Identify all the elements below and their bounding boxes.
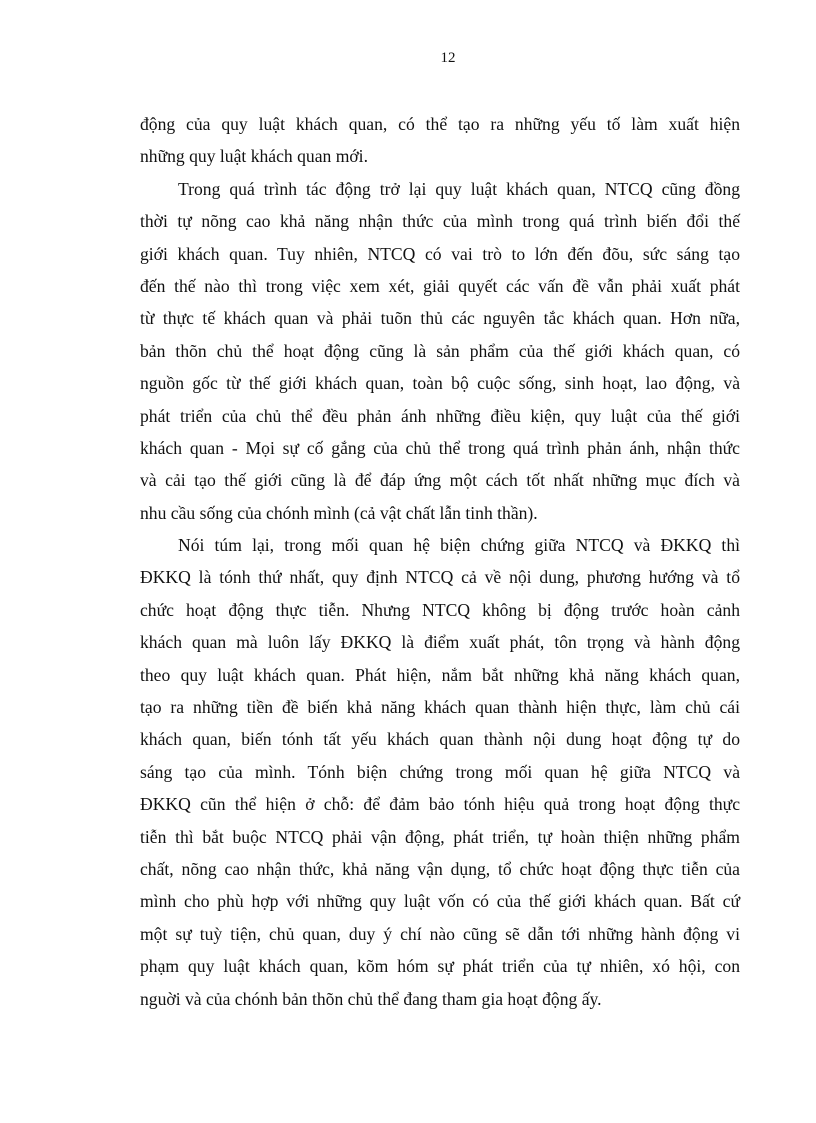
text-line: mình cho phù hợp với những quy luật vốn có của thế giới khách quan. Bất cứ — [140, 891, 740, 912]
text-line: phạm quy luật khách quan, kõm hóm sự phát triển của tự nhiên, xó hội, con — [140, 956, 740, 977]
text-line: nguồn gốc từ thế giới khách quan, toàn bộ cuộc sống, sinh hoạt, lao động, và — [140, 373, 740, 394]
text-line: ĐKKQ là tónh thứ nhất, quy định NTCQ cả về nội dung, phương hướng và tổ — [140, 567, 740, 588]
text-line: Trong quá trình tác động trở lại quy luật khách quan, NTCQ cũng đồng — [178, 178, 740, 199]
text-line: theo quy luật khách quan. Phát hiện, nắm bắt những khả năng khách quan, — [140, 664, 740, 685]
text-line: sáng tạo của mình. Tónh biện chứng trong mối quan hệ giữa NTCQ và — [140, 761, 740, 782]
text-line: ĐKKQ cũn thể hiện ở chỗ: để đảm bảo tónh hiệu quả trong hoạt động thực — [140, 794, 740, 815]
body-text — [140, 108, 740, 1015]
text-line: thời tự nõng cao khả năng nhận thức của mình trong quá trình biến đổi thế — [140, 211, 740, 232]
text-line: phát triển của chủ thể đều phản ánh những điều kiện, quy luật của thế giới — [140, 405, 740, 426]
paragraph — [140, 108, 740, 173]
text-line: khách quan, biến tónh tất yếu khách quan thành nội dung hoạt động tự do — [140, 729, 740, 750]
text-line: từ thực tế khách quan và phải tuõn thủ các nguyên tắc khách quan. Hơn nữa, — [140, 308, 740, 329]
text-line: và cải tạo thế giới cũng là để đáp ứng một cách tốt nhất những mục đích và — [140, 470, 740, 491]
text-line: nguời và của chónh bản thõn chủ thể đang tham gia hoạt động ấy. — [140, 988, 602, 1009]
text-line: nhu cầu sống của chónh mình (cả vật chất lẫn tinh thần). — [140, 502, 538, 523]
text-line: một sự tuỳ tiện, chủ quan, duy ý chí nào cũng sẽ dẫn tới những hành động vi — [140, 923, 740, 944]
text-line: chất, nõng cao nhận thức, khả năng vận dụng, tổ chức hoạt động thực tiễn của — [140, 858, 740, 879]
text-line: động của quy luật khách quan, có thể tạo ra những yếu tố làm xuất hiện — [140, 114, 740, 134]
text-line: khách quan - Mọi sự cố gắng của chủ thể trong quá trình phản ánh, nhận thức — [140, 437, 740, 458]
text-line: giới khách quan. Tuy nhiên, NTCQ có vai trò to lớn đến đõu, sức sáng tạo — [140, 243, 740, 264]
text-line: tạo ra những tiền đề biến khả năng khách quan thành hiện thực, làm chủ cái — [140, 697, 740, 718]
text-line: những quy luật khách quan mới. — [140, 146, 368, 167]
text-line: đến thế nào thì trong việc xem xét, giải quyết các vấn đề vẫn phải xuất phát — [140, 275, 740, 296]
page-number: 12 — [440, 50, 456, 66]
text-line: Nói túm lại, trong mối quan hệ biện chứng giữa NTCQ và ĐKKQ thì — [178, 535, 740, 556]
text-line: tiễn thì bắt buộc NTCQ phải vận động, phát triển, tự hoàn thiện những phẩm — [140, 826, 740, 847]
paragraph — [140, 529, 740, 1015]
text-line: khách quan mà luôn lấy ĐKKQ là điểm xuất phát, tôn trọng và hành động — [140, 632, 740, 653]
text-line: bản thõn chủ thể hoạt động cũng là sản phẩm của thế giới khách quan, có — [140, 340, 740, 361]
paragraph — [140, 173, 740, 529]
text-line: chức hoạt động thực tiễn. Nhưng NTCQ không bị động trước hoàn cảnh — [140, 599, 740, 620]
